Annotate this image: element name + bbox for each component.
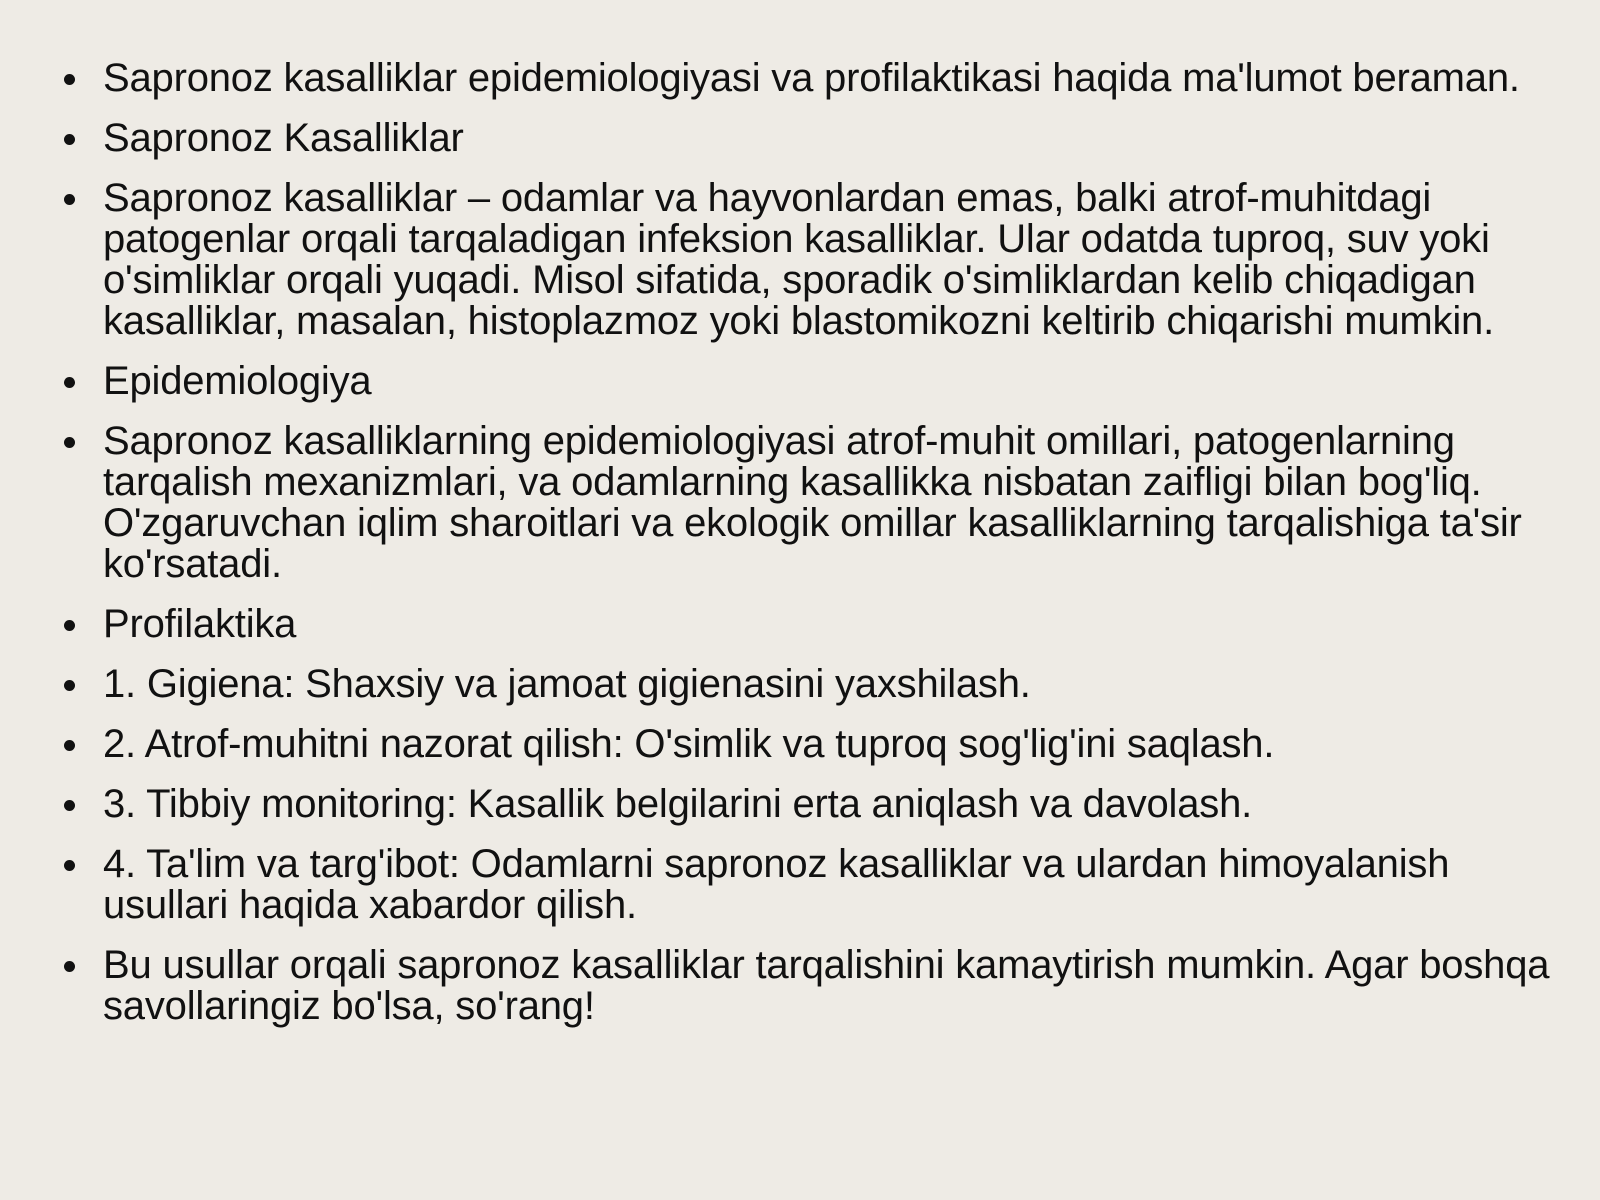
bullet-text: 1. Gigiena: Shaxsiy va jamoat gigienasini yaxshilash.	[103, 662, 1031, 706]
bullet-dot-icon	[64, 377, 75, 388]
bullet-dot-icon	[64, 134, 75, 145]
bullet-dot-icon	[64, 860, 75, 871]
bullet-text: Sapronoz kasalliklar – odamlar va hayvonlardan emas, balki atrof-muhitdagi patogenlar orqali tarqaladigan infeksion kasalliklar. Ular odatda tuproq, suv yoki o'simliklar orqali yuqadi. Misol sifatida, sporadik o'simliklardan kelib chiqadigan kasalliklar, masalan, histoplazmoz yoki blastomikozni keltirib chiqarishi mumkin.	[103, 176, 1494, 343]
bullet-item	[62, 178, 1567, 342]
bullet-item	[62, 945, 1567, 1027]
bullet-item	[62, 604, 1567, 645]
bullet-text: Sapronoz kasalliklar epidemiologiyasi va profilaktikasi haqida ma'lumot beraman.	[103, 56, 1520, 100]
bullet-text: 3. Tibbiy monitoring: Kasallik belgilarini erta aniqlash va davolash.	[103, 782, 1253, 826]
bullet-item	[62, 361, 1567, 402]
bullet-dot-icon	[64, 961, 75, 972]
bullet-item	[62, 421, 1567, 585]
bullet-dot-icon	[64, 74, 75, 85]
bullet-item	[62, 118, 1567, 159]
bullet-text: Profilaktika	[103, 602, 297, 646]
bullet-item	[62, 724, 1567, 765]
bullet-dot-icon	[64, 740, 75, 751]
bullet-dot-icon	[64, 680, 75, 691]
bullet-item	[62, 664, 1567, 705]
bullet-list	[62, 58, 1567, 1046]
bullet-text: Epidemiologiya	[103, 359, 372, 403]
bullet-text: Bu usullar orqali sapronoz kasalliklar tarqalishini kamaytirish mumkin. Agar boshqa savollaringiz bo'lsa, so'rang!	[103, 943, 1550, 1028]
bullet-text: Sapronoz Kasalliklar	[103, 116, 464, 160]
bullet-dot-icon	[64, 437, 75, 448]
bullet-dot-icon	[64, 800, 75, 811]
bullet-item	[62, 784, 1567, 825]
bullet-text: Sapronoz kasalliklarning epidemiologiyasi atrof-muhit omillari, patogenlarning tarqalish mexanizmlari, va odamlarning kasallikka nisbatan zaifligi bilan bog'liq. O'zgaruvchan iqlim sharoitlari va ekologik omillar kasalliklarning tarqalishiga ta'sir ko'rsatadi.	[103, 419, 1522, 586]
bullet-item	[62, 58, 1567, 99]
bullet-dot-icon	[64, 620, 75, 631]
bullet-item	[62, 844, 1567, 926]
bullet-dot-icon	[64, 194, 75, 205]
bullet-text: 2. Atrof-muhitni nazorat qilish: O'simlik va tuproq sog'lig'ini saqlash.	[103, 722, 1275, 766]
bullet-text: 4. Ta'lim va targ'ibot: Odamlarni sapronoz kasalliklar va ulardan himoyalanish usullari haqida xabardor qilish.	[103, 842, 1450, 927]
